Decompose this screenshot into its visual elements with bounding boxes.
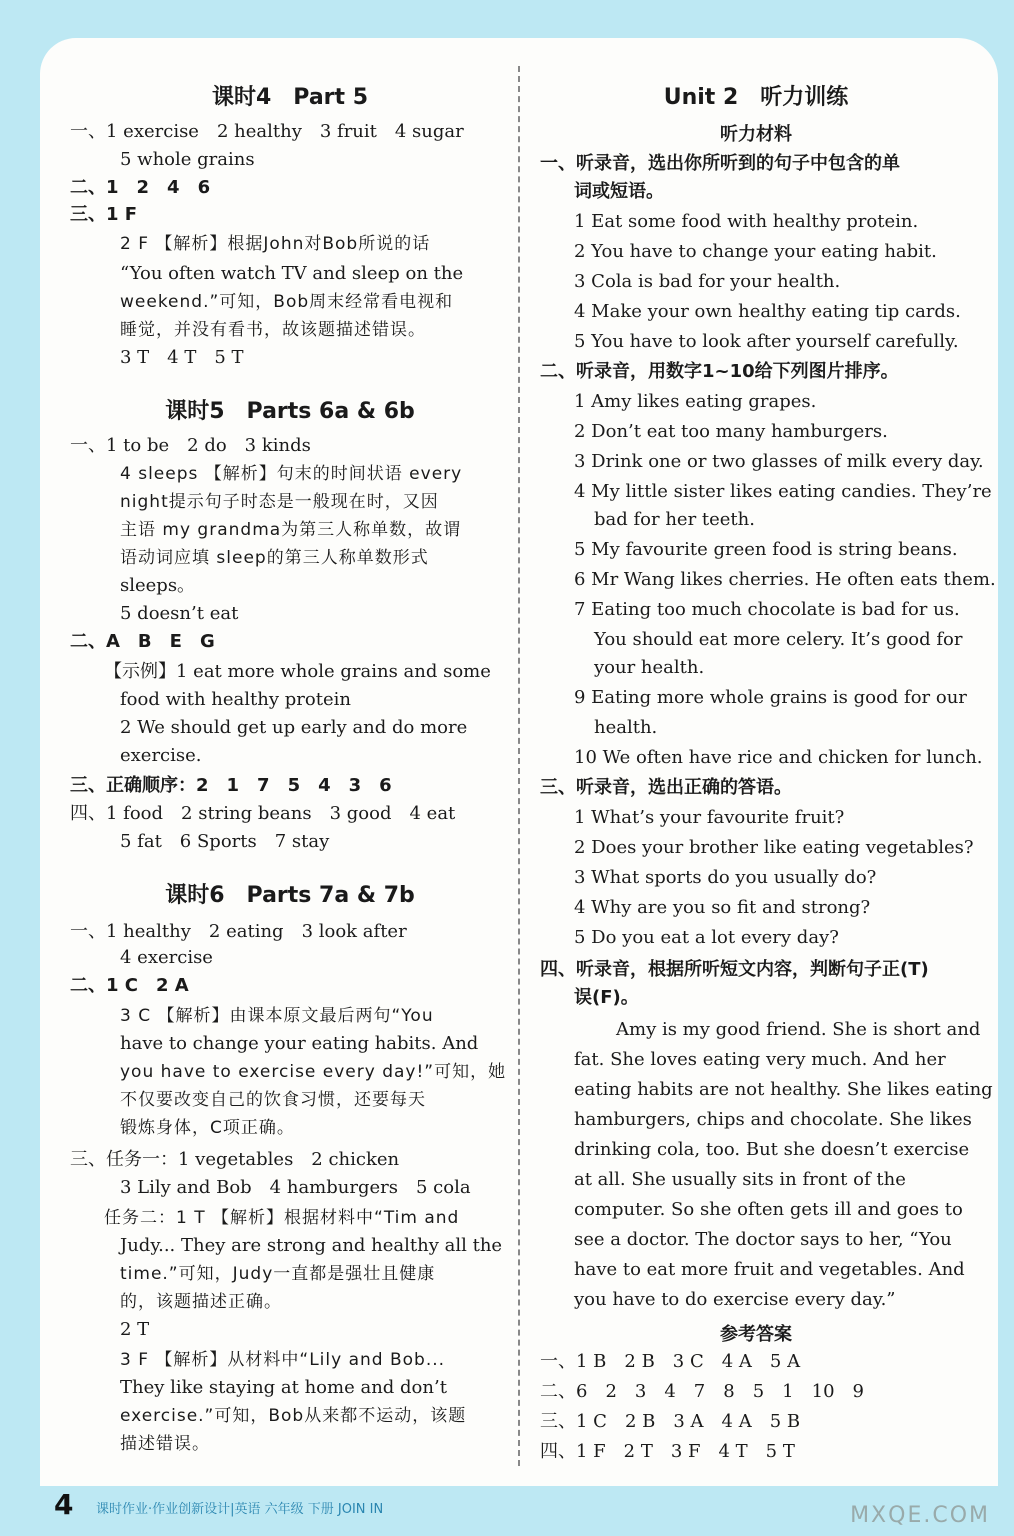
- r-line: 2 Don’t eat too many hamburgers.: [574, 421, 888, 442]
- l6-line: 3 C 【解析】由课本原文最后两句“You: [120, 1006, 434, 1026]
- r-line: at all. She usually sits in front of the: [574, 1169, 906, 1190]
- l6-line: 锻炼身体，C项正确。: [120, 1118, 295, 1138]
- answer-line: 四、1 F 2 T 3 F 4 T 5 T: [540, 1441, 795, 1462]
- r-line: Amy is my good friend. She is short and: [616, 1019, 981, 1040]
- l4-line: 5 whole grains: [120, 149, 255, 170]
- column-divider: [518, 66, 520, 1466]
- l6-line: 不仅要改变自己的饮食习惯，还要每天: [120, 1090, 426, 1110]
- l5-line: food with healthy protein: [120, 689, 351, 710]
- l6-line: 一、1 healthy 2 eating 3 look after: [70, 921, 407, 942]
- l6-line: 2 T: [120, 1319, 150, 1340]
- r-line: 9 Eating more whole grains is good for our: [574, 687, 967, 708]
- r-line: your health.: [594, 657, 705, 678]
- l5-line: 【示例】1 eat more whole grains and some: [104, 661, 491, 682]
- r-line: eating habits are not healthy. She likes eating: [574, 1079, 993, 1100]
- r-line: 词或短语。: [574, 181, 664, 202]
- l4-line: 三、1 F: [70, 204, 138, 225]
- l4-line: weekend.”可知，Bob周末经常看电视和: [120, 292, 454, 312]
- l5-line: 三、正确顺序：2 1 7 5 4 3 6: [70, 775, 392, 796]
- r-line: 三、听录音，选出正确的答语。: [540, 777, 792, 798]
- l6-line: Judy... They are strong and healthy all the: [120, 1235, 503, 1256]
- l4-line: 2 F 【解析】根据John对Bob所说的话: [120, 234, 431, 254]
- l6-line: you have to exercise every day!”可知，她: [120, 1062, 507, 1082]
- l5-line: 二、A B E G: [70, 631, 215, 652]
- footer-text: 课时作业·作业创新设计|英语 六年级 下册 JOIN IN: [96, 1502, 384, 1517]
- lesson6-title: 课时6 Parts 7a & 7b: [165, 883, 415, 908]
- l6-line: time.”可知，Judy一直都是强壮且健康: [120, 1264, 436, 1284]
- page-number: 4: [54, 1488, 74, 1521]
- r-line: have to eat more fruit and vegetables. And: [574, 1259, 965, 1280]
- l5-line: night提示句子时态是一般现在时，又因: [120, 492, 439, 512]
- l6-line: They like staying at home and don’t: [120, 1377, 447, 1398]
- r-line: 二、听录音，用数字1~10给下列图片排序。: [540, 361, 899, 382]
- l6-line: 3 F 【解析】从材料中“Lily and Bob...: [120, 1350, 446, 1370]
- r-line: you have to do exercise every day.”: [574, 1289, 896, 1310]
- r-line: 1 Amy likes eating grapes.: [574, 391, 817, 412]
- r-line: 1 Eat some food with healthy protein.: [574, 211, 919, 232]
- l6-line: 的，该题描述正确。: [120, 1292, 282, 1312]
- r-line: see a doctor. The doctor says to her, “You: [574, 1229, 952, 1250]
- l5-line: 四、1 food 2 string beans 3 good 4 eat: [70, 803, 456, 824]
- r-line: 6 Mr Wang likes cherries. He often eats them.: [574, 569, 996, 590]
- l5-line: 5 fat 6 Sports 7 stay: [120, 831, 330, 852]
- l5-line: 语动词应填 sleep的第三人称单数形式: [120, 548, 429, 568]
- l4-line: 3 T 4 T 5 T: [120, 347, 244, 368]
- materials-title: 听力材料: [720, 124, 792, 145]
- answer-line: 三、1 C 2 B 3 A 4 A 5 B: [540, 1411, 801, 1432]
- r-line: 7 Eating too much chocolate is bad for us.: [574, 599, 960, 620]
- r-line: 10 We often have rice and chicken for lunch.: [574, 747, 983, 768]
- r-line: drinking cola, too. But she doesn’t exercise: [574, 1139, 970, 1160]
- watermark-logo: MXQE.COM: [850, 1503, 990, 1528]
- l5-line: sleeps。: [120, 575, 196, 596]
- r-line: 5 You have to look after yourself carefully.: [574, 331, 959, 352]
- r-line: health.: [594, 717, 658, 738]
- unit-title: Unit 2 听力训练: [663, 85, 849, 110]
- r-line: 4 Why are you so fit and strong?: [574, 897, 871, 918]
- r-line: hamburgers, chips and chocolate. She likes: [574, 1109, 972, 1130]
- l6-line: 描述错误。: [120, 1434, 210, 1454]
- l4-line: “You often watch TV and sleep on the: [120, 263, 464, 284]
- r-line: 一、听录音，选出你所听到的句子中包含的单: [540, 153, 900, 174]
- r-line: 2 Does your brother like eating vegetables?: [574, 837, 974, 858]
- r-line: 1 What’s your favourite fruit?: [574, 807, 845, 828]
- l4-line: 二、1 2 4 6: [70, 177, 211, 198]
- l6-line: 二、1 C 2 A: [70, 975, 189, 996]
- r-line: 3 Drink one or two glasses of milk every day.: [574, 451, 984, 472]
- r-line: 2 You have to change your eating habit.: [574, 241, 937, 262]
- answer-page: [40, 38, 998, 1486]
- l5-line: 5 doesn’t eat: [120, 603, 239, 624]
- r-line: 4 Make your own healthy eating tip cards.: [574, 301, 961, 322]
- r-line: bad for her teeth.: [594, 509, 755, 530]
- lesson4-title: 课时4 Part 5: [211, 85, 369, 110]
- l6-line: 任务二：1 T 【解析】根据材料中“Tim and: [104, 1208, 460, 1228]
- r-line: 5 My favourite green food is string beans.: [574, 539, 958, 560]
- l5-line: 2 We should get up early and do more: [120, 717, 468, 738]
- lesson5-title: 课时5 Parts 6a & 6b: [165, 399, 415, 424]
- l6-line: 4 exercise: [120, 947, 213, 968]
- answer-line: 二、6 2 3 4 7 8 5 1 10 9: [540, 1381, 864, 1402]
- l6-line: 3 Lily and Bob 4 hamburgers 5 cola: [120, 1177, 471, 1198]
- l4-line: 一、1 exercise 2 healthy 3 fruit 4 sugar: [70, 121, 464, 142]
- r-line: 5 Do you eat a lot every day?: [574, 927, 839, 948]
- r-line: 四、听录音，根据所听短文内容，判断句子正(T): [540, 959, 929, 980]
- r-line: 误(F)。: [574, 987, 639, 1008]
- l5-line: 主语 my grandma为第三人称单数，故谓: [120, 520, 462, 540]
- r-line: computer. So she often gets ill and goes to: [574, 1199, 963, 1220]
- page-footer: [0, 1486, 1014, 1536]
- answer-line: 一、1 B 2 B 3 C 4 A 5 A: [540, 1351, 801, 1372]
- r-line: 3 What sports do you usually do?: [574, 867, 877, 888]
- l4-line: 睡觉，并没有看书，故该题描述错误。: [120, 320, 426, 340]
- l5-line: exercise.: [120, 745, 202, 766]
- l5-line: 一、1 to be 2 do 3 kinds: [70, 435, 311, 456]
- r-line: 4 My little sister likes eating candies. They’re: [574, 481, 992, 502]
- l5-line: 4 sleeps 【解析】句末的时间状语 every: [120, 464, 463, 484]
- l6-line: have to change your eating habits. And: [120, 1033, 479, 1054]
- l6-line: exercise.”可知，Bob从来都不运动，该题: [120, 1406, 467, 1426]
- r-line: You should eat more celery. It’s good for: [594, 629, 963, 650]
- r-line: 3 Cola is bad for your health.: [574, 271, 841, 292]
- answers-title: 参考答案: [720, 1324, 792, 1345]
- l6-line: 三、任务一：1 vegetables 2 chicken: [70, 1149, 400, 1170]
- r-line: fat. She loves eating very much. And her: [574, 1049, 946, 1070]
